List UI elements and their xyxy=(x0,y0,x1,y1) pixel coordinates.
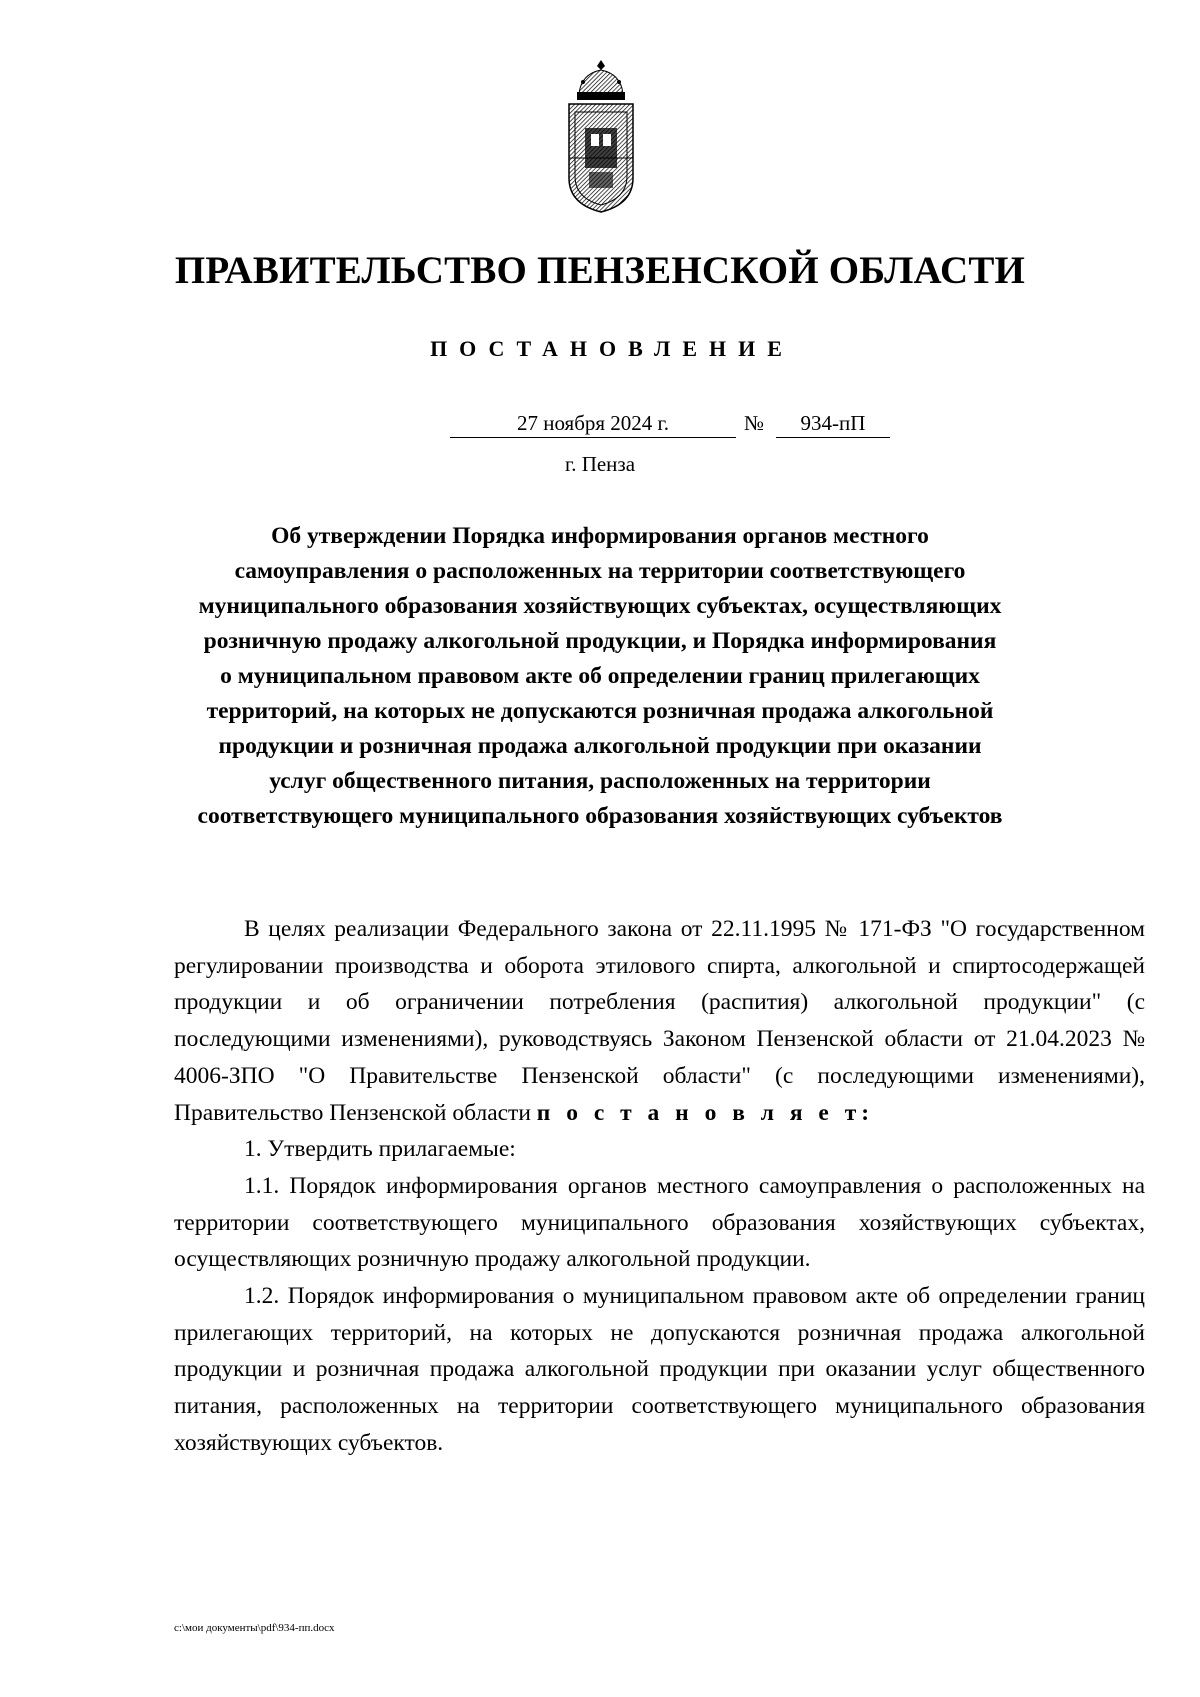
subject-line: о муниципальном правовом акте об определении границ прилегающих xyxy=(220,663,980,689)
item-1: 1. Утвердить прилагаемые: xyxy=(244,1136,516,1163)
subject-line: розничную продажу алкогольной продукции, и Порядка информирования xyxy=(203,628,997,654)
subject-line: продукции и розничная продажа алкогольной продукции при оказании xyxy=(218,733,982,759)
resolves-word: п о с т а н о в л я е т: xyxy=(536,1099,875,1126)
subject-line: Об утверждении Порядка информирования органов местного xyxy=(271,523,929,549)
number-sign: № xyxy=(744,411,765,435)
item-1-1: 1.1. Порядок информирования органов местного самоуправления о расположенных на территории соответствующего муниципального образования хозяйствующих субъектах, осуществляющих розничную продажу алкогольной продукции. xyxy=(174,1172,1145,1273)
city: г. Пенза xyxy=(564,452,636,476)
subject-line: самоуправления о расположенных на территории соответствующего xyxy=(234,558,966,584)
subject-line: муниципального образования хозяйствующих субъектах, осуществляющих xyxy=(198,593,1002,619)
document-date: 27 ноября 2024 г. xyxy=(450,410,736,438)
preamble-text: В целях реализации Федерального закона от 22.11.1995 № 171-ФЗ "О государственном регулировании производства и оборота этилового спирта, алкогольной и спиртосодержащей продукции и об ограничении потребления (распития) алкогольной продукции" (с последующими изменениями), руководствуясь Законом Пензенской области от 21.04.2023 № 4006-ЗПО "О Правительстве Пензенской области" (с последующими изменениями), Правительство Пензенской области xyxy=(174,916,1145,1126)
document-body xyxy=(174,911,1145,1462)
document-subject xyxy=(150,519,1050,834)
preamble-paragraph xyxy=(174,911,1145,1131)
government-title: ПРАВИТЕЛЬСТВО ПЕНЗЕНСКОЙ ОБЛАСТИ xyxy=(174,249,1026,292)
file-path-footer: c:\мои документы\pdf\934-пп.docx xyxy=(174,1622,335,1634)
document-type: ПОСТАНОВЛЕНИЕ xyxy=(430,336,794,361)
coat-of-arms-emblem xyxy=(561,58,641,216)
subject-line: территорий, на которых не допускаются розничная продажа алкогольной xyxy=(206,698,994,724)
item-1-2: 1.2. Порядок информирования о муниципальном правовом акте об определении границ прилегающих территорий, на которых не допускаются розничная продажа алкогольной продукции и розничная продажа алкогольной продукции при оказании услуг общественного питания, расположенных на территории соответствующего муниципального образования хозяйствующих субъектов. xyxy=(174,1283,1145,1456)
date-number-row xyxy=(0,410,1200,440)
document-number: 934-пП xyxy=(776,410,890,438)
subject-line: соответствующего муниципального образования хозяйствующих субъектов xyxy=(197,803,1003,829)
subject-line: услуг общественного питания, расположенных на территории xyxy=(269,768,931,794)
